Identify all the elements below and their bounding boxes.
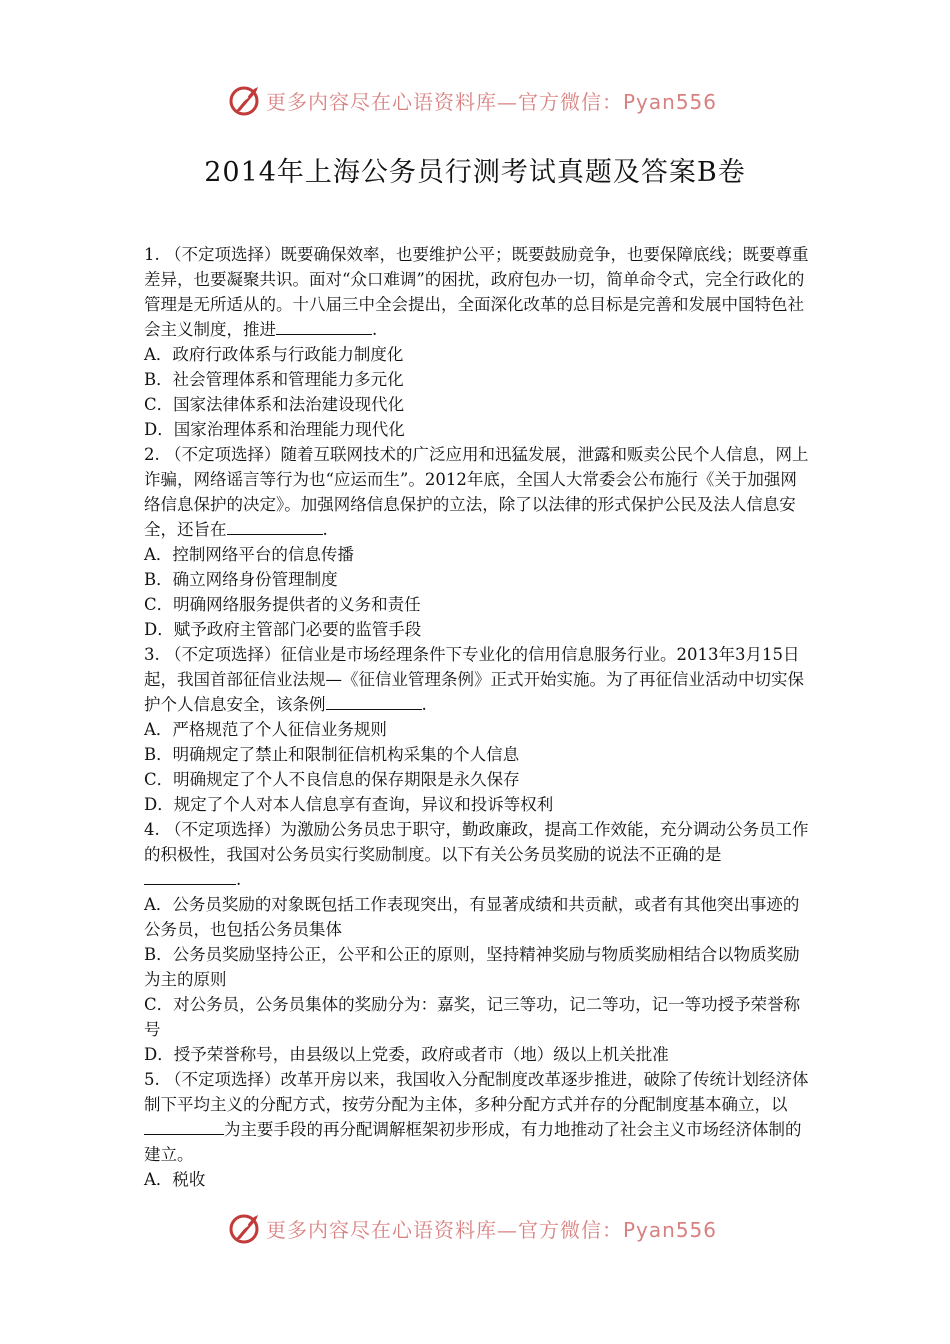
option: D．授予荣誉称号，由县级以上党委，政府或者市（地）级以上机关批准 xyxy=(144,1045,669,1064)
option: B．社会管理体系和管理能力多元化 xyxy=(144,370,404,389)
answer-blank xyxy=(144,867,236,885)
option: D．国家治理体系和治理能力现代化 xyxy=(144,420,405,439)
option: B．明确规定了禁止和限制征信机构采集的个人信息 xyxy=(144,745,520,764)
banner-text: 更多内容尽在心语资料库—官方微信：Pyan556 xyxy=(266,89,718,114)
question-stem: 4. （不定项选择）为激励公务员忠于职守，勤政廉政，提高工作效能，充分调动公务员工作的积极性，我国对公务员实行奖励制度。以下有关公务员奖励的说法不正确的是. xyxy=(144,820,809,889)
option: B．公务员奖励坚持公正，公平和公正的原则，坚持精神奖励与物质奖励相结合以物质奖励为主的原则 xyxy=(144,945,800,989)
header-watermark-banner xyxy=(0,80,950,120)
option: C．明确网络服务提供者的义务和责任 xyxy=(144,595,421,614)
option: A．控制网络平台的信息传播 xyxy=(144,545,354,564)
answer-blank xyxy=(276,317,372,335)
question-stem: 3. （不定项选择）征信业是市场经理条件下专业化的信用信息服务行业。2013年3月15日起，我国首部征信业法规—《征信业管理条例》正式开始实施。为了再征信业活动中切实保护个人信息安全，该条例 . xyxy=(144,645,804,714)
banner-text: 更多内容尽在心语资料库—官方微信：Pyan556 xyxy=(266,1217,718,1242)
option: D．规定了个人对本人信息享有查询，异议和投诉等权利 xyxy=(144,795,554,814)
question-stem: 1. （不定项选择）既要确保效率，也要维护公平；既要鼓励竞争，也要保障底线；既要尊重差异，也要凝聚共识。面对“众口难调”的困扰，政府包办一切，简单命令式，完全行政化的管理是无所适从的。十八届三中全会提出，全面深化改革的总目标是完善和发展中国特色社会主义制度，推进 . xyxy=(144,245,809,339)
document-title: 2014年上海公务员行测考试真题及答案B卷 xyxy=(204,157,746,188)
quill-logo-icon xyxy=(228,1211,262,1245)
option: A．税收 xyxy=(144,1170,206,1189)
question-stem: 5. （不定项选择）改革开房以来，我国收入分配制度改革逐步推进，破除了传统计划经济体制下平均主义的分配方式，按劳分配为主体，多种分配方式并存的分配制度基本确立，以为主要手段的再分配调解框架初步形成，有力地推动了社会主义市场经济体制的建立。 xyxy=(144,1070,809,1164)
answer-blank xyxy=(227,517,323,535)
option: A．公务员奖励的对象既包括工作表现突出，有显著成绩和共贡献，或者有其他突出事迹的公务员，也包括公务员集体 xyxy=(144,895,800,939)
question-stem: 2. （不定项选择）随着互联网技术的广泛应用和迅猛发展，泄露和贩卖公民个人信息，网上诈骗，网络谣言等行为也“应运而生”。2012年底，全国人大常委会公布施行《关于加强网络信息保护的决定》。加强网络信息保护的立法，除了以法律的形式保护公民及法人信息安全，还旨在 . xyxy=(144,445,809,539)
answer-blank xyxy=(144,1117,224,1135)
question-list xyxy=(144,242,809,1192)
option: B．确立网络身份管理制度 xyxy=(144,570,338,589)
footer-watermark-banner xyxy=(0,1208,950,1248)
option: C．明确规定了个人不良信息的保存期限是永久保存 xyxy=(144,770,520,789)
quill-logo-icon xyxy=(228,83,262,117)
option: D．赋予政府主管部门必要的监管手段 xyxy=(144,620,422,639)
option: A．严格规范了个人征信业务规则 xyxy=(144,720,387,739)
answer-blank xyxy=(326,692,422,710)
option: A．政府行政体系与行政能力制度化 xyxy=(144,345,404,364)
option: C．对公务员，公务员集体的奖励分为：嘉奖，记三等功，记二等功，记一等功授予荣誉称号 xyxy=(144,995,801,1039)
option: C．国家法律体系和法治建设现代化 xyxy=(144,395,405,414)
